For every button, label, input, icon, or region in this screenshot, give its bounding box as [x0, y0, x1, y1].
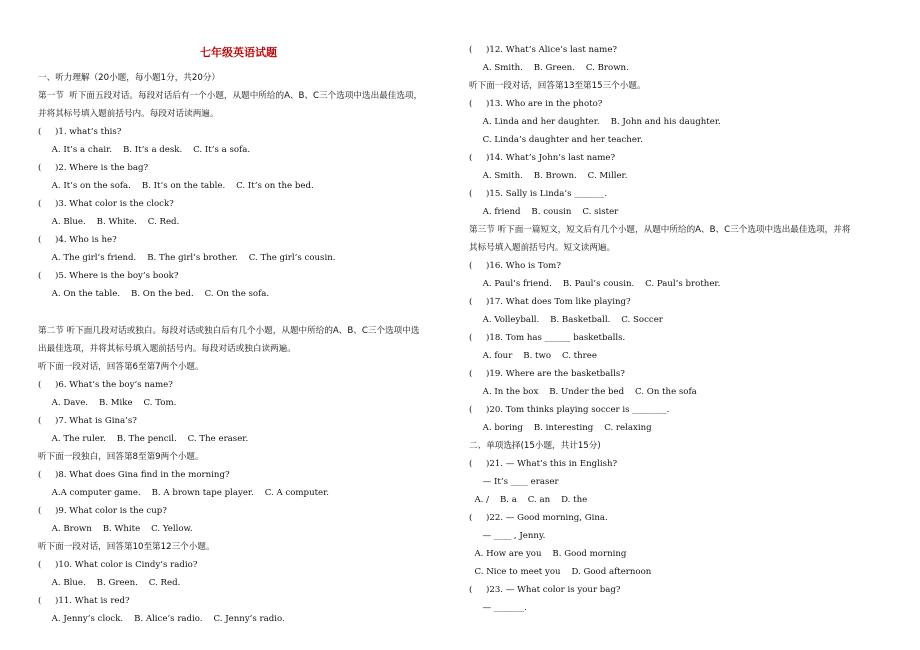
left-line-2: 第一节 听下面五段对话。每段对话后有一个小题，从题中所给的A、B、C三个选项中选出最佳选项， [38, 91, 423, 101]
left-line-8: ( )3. What color is the clock? [38, 199, 174, 209]
right-line-1: ( )12. What’s Alice’s last name? [469, 45, 618, 55]
right-line-26: A. / B. a C. an D. the [469, 495, 588, 505]
right-line-5: A. Linda and her daughter. B. John and his daughter. [469, 117, 721, 127]
left-line-3: 并将其标号填入题前括号内。每段对话读两遍。 [38, 109, 219, 119]
left-line-18: A. Dave. B. Mike C. Tom. [38, 398, 177, 408]
left-line-1: 一、听力理解（20小题，每小题1分，共20分） [38, 73, 221, 83]
page-title: 七年级英语试题 [200, 46, 277, 59]
right-line-24: ( )21. — What’s this in English? [469, 459, 618, 469]
left-line-29: ( )11. What is red? [38, 596, 130, 606]
right-line-6: C. Linda’s daughter and her teacher. [469, 135, 643, 145]
left-line-9: A. Blue. B. White. C. Red. [38, 217, 180, 227]
left-line-4: ( )1. what’s this? [38, 127, 122, 137]
right-line-20: A. In the box B. Under the bed C. On the sofa [469, 387, 697, 397]
left-line-5: A. It’s a chair. B. It’s a desk. C. It’s a sofa. [38, 145, 251, 155]
right-line-10: A. friend B. cousin C. sister [469, 207, 619, 217]
right-line-29: A. How are you B. Good morning [469, 549, 627, 559]
left-line-27: ( )10. What color is Cindy’s radio? [38, 560, 198, 570]
left-line-12: ( )5. Where is the boy’s book? [38, 271, 179, 281]
right-line-3: 听下面一段对话，回答第13至第15三个小题。 [469, 81, 646, 91]
left-line-17: ( )6. What’s the boy’s name? [38, 380, 173, 390]
right-line-11: 第三节 听下面一篇短文，短文后有几个小题，从题中所给的A、B、C三个选项中选出最佳选项，并将 [469, 225, 851, 235]
right-line-19: ( )19. Where are the basketballs? [469, 369, 625, 379]
left-line-19: ( )7. What is Gina’s? [38, 416, 137, 426]
left-line-14: 第二节 听下面几段对话或独白。每段对话或独白后有几个小题，从题中所给的A、B、C三个选项中选 [38, 326, 420, 336]
left-line-16: 听下面一段对话，回答第6至第7两个小题。 [38, 362, 204, 372]
right-line-30: C. Nice to meet you D. Good afternoon [469, 567, 652, 577]
right-line-18: A. four B. two C. three [469, 351, 597, 361]
right-line-23: 二、单项选择(15小题，共计15分) [469, 441, 601, 451]
left-line-30: A. Jenny’s clock. B. Alice’s radio. C. Jenny’s radio. [38, 614, 285, 624]
left-line-10: ( )4. Who is he? [38, 235, 117, 245]
left-line-20: A. The ruler. B. The pencil. C. The eraser. [38, 434, 249, 444]
right-line-16: A. Volleyball. B. Basketball. C. Soccer [469, 315, 663, 325]
left-line-28: A. Blue. B. Green. C. Red. [38, 578, 181, 588]
left-line-23: A.A computer game. B. A brown tape player. C. A computer. [38, 488, 330, 498]
right-line-12: 其标号填入题前括号内。短文读两遍。 [469, 243, 616, 253]
left-line-6: ( )2. Where is the bag? [38, 163, 149, 173]
right-line-28: — ____ , Jenny. [469, 531, 546, 541]
left-line-21: 听下面一段独白，回答第8至第9两个小题。 [38, 452, 204, 462]
left-line-13: A. On the table. B. On the bed. C. On the sofa. [38, 289, 270, 299]
right-line-27: ( )22. — Good morning, Gina. [469, 513, 608, 523]
left-line-25: A. Brown B. White C. Yellow. [38, 524, 193, 534]
right-line-4: ( )13. Who are in the photo? [469, 99, 603, 109]
right-line-2: A. Smith. B. Green. C. Brown. [469, 63, 629, 73]
left-line-24: ( )9. What color is the cup? [38, 506, 167, 516]
right-line-31: ( )23. — What color is your bag? [469, 585, 621, 595]
right-line-22: A. boring B. interesting C. relaxing [469, 423, 652, 433]
right-line-13: ( )16. Who is Tom? [469, 261, 561, 271]
right-line-17: ( )18. Tom has ______ basketballs. [469, 333, 626, 343]
left-line-22: ( )8. What does Gina find in the morning? [38, 470, 230, 480]
left-line-11: A. The girl’s friend. B. The girl’s brother. C. The girl’s cousin. [38, 253, 336, 263]
right-line-8: A. Smith. B. Brown. C. Miller. [469, 171, 628, 181]
right-line-9: ( )15. Sally is Linda’s _______. [469, 189, 608, 199]
right-line-7: ( )14. What’s John’s last name? [469, 153, 616, 163]
right-line-14: A. Paul’s friend. B. Paul’s cousin. C. Paul’s brother. [469, 279, 721, 289]
right-line-21: ( )20. Tom thinks playing soccer is ________. [469, 405, 670, 415]
right-line-32: — _______. [469, 603, 527, 613]
left-line-26: 听下面一段对话，回答第10至第12三个小题。 [38, 542, 215, 552]
left-line-7: A. It’s on the sofa. B. It’s on the table. C. It’s on the bed. [38, 181, 314, 191]
left-line-15: 出最佳选项，并将其标号填入题前括号内。每段对话或独白读两遍。 [38, 344, 296, 354]
right-line-25: — It’s ____ eraser [469, 477, 559, 487]
right-line-15: ( )17. What does Tom like playing? [469, 297, 631, 307]
